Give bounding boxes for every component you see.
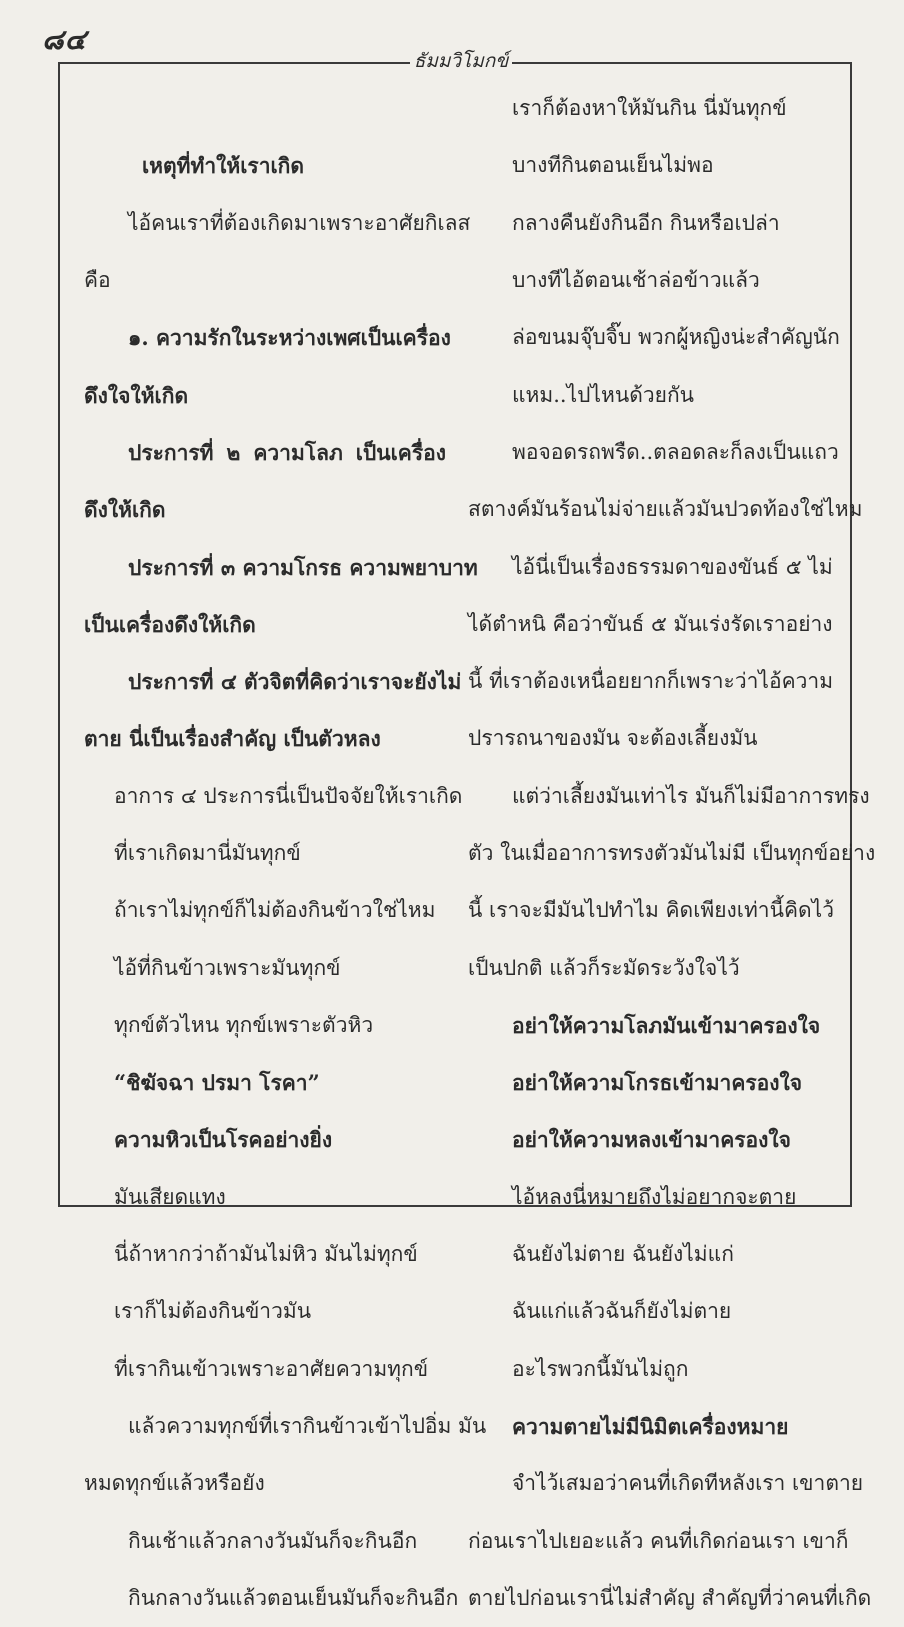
text-line-content: ประการที่ ๔ ตัวจิตที่คิดว่าเราจะยังไม่ [128,669,462,695]
left-text-line [84,710,446,767]
text-line-content: ทุกข์ตัวไหน ทุกข์เพราะตัวหิว [114,1012,374,1037]
left-text-line [84,1283,446,1340]
text-line-content: แหม..ไปไหนด้วยกัน [512,382,695,407]
right-text-line [468,1455,864,1512]
text-line-content: ถ้าเราไม่ทุกข์ก็ไม่ต้องกินข้าวใช่ไหม [114,898,436,923]
text-line-content: สตางค์มันร้อนไม่จ่ายแล้วมันปวดท้องใช่ไหม [468,497,863,522]
text-line-content: ดึงให้เกิด [84,497,166,523]
right-text-line [468,538,833,595]
right-text-line [468,596,833,653]
text-line-content: จำไว้เสมอว่าคนที่เกิดทีหลังเรา เขาตาย [512,1471,864,1496]
right-text-line [468,1283,830,1340]
text-line-content: เป็นปกติ แล้วก็ระมัดระวังใจไว้ [468,955,740,980]
left-text-line [84,424,446,481]
text-line-content: ไอ้คนเราที่ต้องเกิดมาเพราะอาศัยกิเลส [128,210,471,235]
text-line-content: ประการที่ ๒ ความโลภ เป็นเครื่อง [128,439,446,465]
text-line-content: เป็นเครื่องดึงให้เกิด [84,611,256,637]
right-text-line [468,768,870,825]
left-text-line [84,997,446,1054]
text-line-content: ไอ้ที่กินข้าวเพราะมันทุกข์ [114,955,341,980]
right-text-line [468,1169,830,1226]
text-line-content: พอจอดรถพรืด..ตลอดละก็ลงเป็นแถว [512,439,839,464]
right-text-line [468,481,863,538]
text-line-content: อะไรพวกนี้มันไม่ถูก [512,1356,689,1381]
left-text-line [84,882,446,939]
text-line-content: เราก็ไม่ต้องกินข้าวมัน [114,1299,312,1324]
left-text-line [84,137,446,194]
left-text-line [84,195,471,252]
left-text-line [84,596,446,653]
right-text-line [468,710,830,767]
left-text-line [84,1341,446,1398]
right-text-line [468,1341,830,1398]
left-text-line [84,538,478,595]
text-line-content: ที่เรากินเข้าวเพราะอาศัยความทุกข์ [114,1356,429,1381]
text-line-content: เหตุที่ทำให้เราเกิด [142,153,305,179]
right-text-line [468,939,830,996]
text-line-content: แล้วความทุกข์ที่เรากินข้าวเข้าไปอิ่ม มัน [128,1413,487,1438]
text-line-content: บางทีกินตอนเย็นไม่พอ [512,153,714,178]
text-line-content: ความหิวเป็นโรคอย่างยิ่ง [114,1127,333,1153]
text-line-content: ตาย นี่เป็นเรื่องสำคัญ เป็นตัวหลง [84,726,381,752]
text-line-content: อย่าให้ความหลงเข้ามาครองใจ [512,1127,791,1153]
text-line-content: อย่าให้ความโลภมันเข้ามาครองใจ [512,1012,821,1038]
text-line-content: กินเช้าแล้วกลางวันมันก็จะกินอีก [128,1528,418,1553]
left-text-line [84,1054,446,1111]
text-line-content: นี่ถ้าหากว่าถ้ามันไม่หิว มันไม่ทุกข์ [114,1242,418,1267]
text-line-content: มันเสียดแทง [114,1184,226,1209]
right-text-line [468,424,839,481]
text-line-content: ที่เราเกิดมานี่มันทุกข์ [114,841,301,865]
text-line-content: ฉันแก่แล้วฉันก็ยังไม่ตาย [512,1299,732,1324]
text-line-content: หมดทุกข์แล้วหรือยัง [84,1471,265,1496]
right-text-line [468,195,830,252]
text-line-content: ไอ้นี่เป็นเรื่องธรรมดาของขันธ์ ๕ ไม่ [512,554,833,579]
page-number: ๘๔ [42,23,87,56]
right-column [468,80,876,1627]
left-text-line [84,252,446,309]
left-text-line [84,80,446,137]
right-text-line [468,1226,830,1283]
text-line-content: ได้ตำหนิ คือว่าขันธ์ ๕ มันเร่งรัดเราอย่าง [468,611,833,636]
left-text-line [84,1455,446,1512]
right-text-line [468,653,834,710]
text-line-content: ๑. ความรักในระหว่างเพศเป็นเครื่อง [128,325,451,351]
right-text-line [468,825,876,882]
text-line-content: ล่อขนมจุ๊บจิ๊บ พวกผู้หญิงน่ะสำคัญนัก [512,325,840,350]
left-text-line [84,1226,446,1283]
right-text-line [468,1111,830,1168]
right-text-line [468,252,830,309]
text-line-content: อาการ ๔ ประการนี่เป็นปัจจัยให้เราเกิด [114,783,463,808]
text-line-content: กินกลางวันแล้วตอนเย็นมันก็จะกินอีก [128,1585,459,1610]
text-line-content: ตัว ในเมื่ออาการทรงตัวมันไม่มี เป็นทุกข์อย่าง [468,841,876,865]
left-text-line [84,653,462,710]
right-text-line [468,1512,849,1569]
left-text-line [84,768,463,825]
text-line-content: กลางคืนยังกินอีก กินหรือเปล่า [512,210,780,235]
text-line-content: บางทีไอ้ตอนเช้าล่อข้าวแล้ว [512,268,760,293]
left-text-line [84,481,446,538]
right-text-line [468,1054,830,1111]
right-text-line [468,1570,872,1627]
text-line-content: ดึงใจให้เกิด [84,382,189,408]
text-line-content: ตายไปก่อนเรานี่ไม่สำคัญ สำคัญที่ว่าคนที่เกิด [468,1585,872,1610]
text-line-content: ไอ้หลงนี่หมายถึงไม่อยากจะตาย [512,1184,797,1209]
right-text-line [468,309,840,366]
right-text-line [468,80,830,137]
text-line-content: ปรารถนาของมัน จะต้องเลี้ยงมัน [468,726,758,751]
left-column [84,80,487,1627]
text-line-content: นี้ ที่เราต้องเหนื่อยยากก็เพราะว่าไอ้ความ [468,669,834,694]
text-line-content: เราก็ต้องหาให้มันกิน นี่มันทุกข์ [512,96,787,121]
text-line-content: แต่ว่าเลี้ยงมันเท่าไร มันก็ไม่มีอาการทรง [512,783,870,808]
right-text-line [468,1398,830,1455]
left-text-line [84,1570,459,1627]
text-line-content: ฉันยังไม่ตาย ฉันยังไม่แก่ [512,1242,734,1267]
left-text-line [84,366,446,423]
right-text-line [468,137,830,194]
text-line-content: คือ [84,268,111,293]
text-line-content: “ชิฆัจฉา ปรมา โรคา” [114,1070,320,1096]
left-text-line [84,309,451,366]
right-text-line [468,997,830,1054]
text-line-content: ก่อนเราไปเยอะแล้ว คนที่เกิดก่อนเรา เขาก็ [468,1528,849,1553]
text-line-content: ความตายไม่มีนิมิตเครื่องหมาย [512,1413,789,1439]
text-line-content: นี้ เราจะมีมันไปทำไม คิดเพียงเท่านี้คิดไว้ [468,898,834,923]
text-line-content: ประการที่ ๓ ความโกรธ ความพยาบาท [128,554,478,580]
left-text-line [84,825,446,882]
left-text-line [84,1512,446,1569]
left-text-line [84,1169,446,1226]
left-text-line [84,1111,446,1168]
running-head: ธัมมวิโมกข์ [413,50,509,72]
text-line-content: อย่าให้ความโกรธเข้ามาครองใจ [512,1070,803,1096]
left-text-line [84,939,446,996]
right-text-line [468,882,834,939]
right-text-line [468,366,830,423]
left-text-line [84,1398,487,1455]
